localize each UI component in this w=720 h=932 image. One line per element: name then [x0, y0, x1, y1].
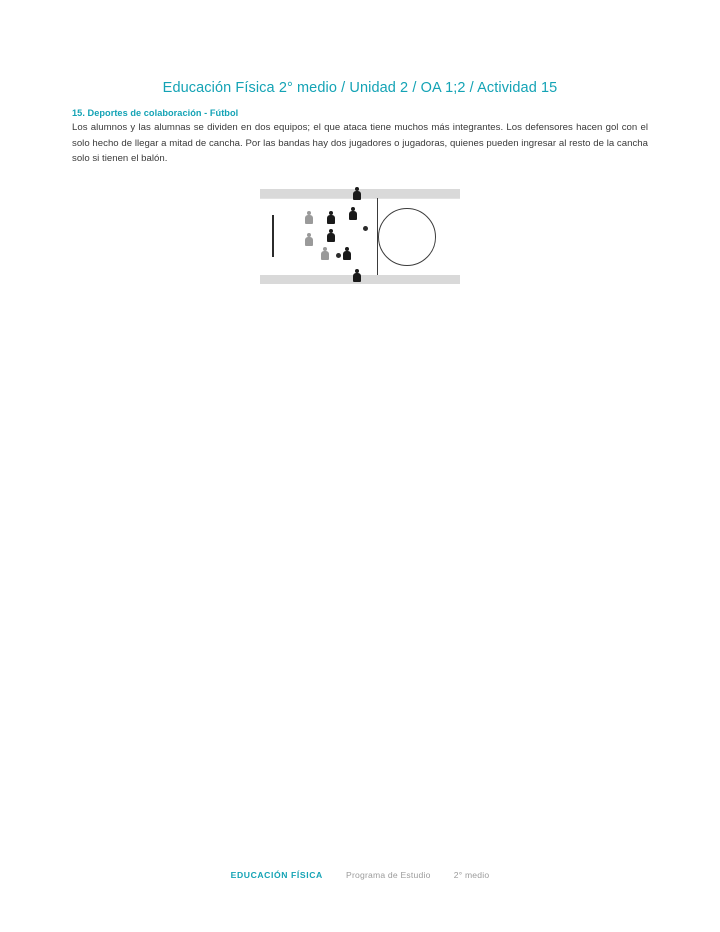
document-content	[72, 80, 648, 284]
player-marker	[352, 269, 361, 283]
ball-icon	[336, 253, 341, 258]
player-body-icon	[305, 215, 313, 224]
player-body-icon	[343, 251, 351, 260]
player-head-icon	[355, 269, 359, 273]
player-marker	[342, 247, 351, 261]
player-marker	[304, 211, 313, 225]
page-title: Educación Física 2° medio / Unidad 2 / OA 1;2 / Actividad 15	[162, 80, 558, 96]
player-marker	[326, 211, 335, 225]
player-body-icon	[349, 211, 357, 220]
player-head-icon	[355, 187, 359, 191]
player-head-icon	[323, 247, 327, 251]
player-marker	[304, 233, 313, 247]
player-marker	[326, 229, 335, 243]
activity-description: Los alumnos y las alumnas se dividen en dos equipos; el que ataca tiene muchos más integrantes. Los defensores hacen gol con el solo hecho de llegar a mitad de cancha. Por las bandas hay dos jugadores o jugadoras, quienes pueden ingresar al resto de la cancha solo si tienen el balón.	[72, 122, 648, 164]
soccer-field	[260, 189, 460, 284]
footer-brand: EDUCACIÓN FÍSICA	[230, 870, 323, 880]
field-diagram	[260, 189, 460, 284]
player-marker	[320, 247, 329, 261]
activity-subtitle: 15. Deportes de colaboración - Fútbol	[72, 108, 239, 118]
player-head-icon	[307, 233, 311, 237]
footer-level: 2° medio	[453, 870, 490, 880]
page-footer	[0, 870, 720, 880]
player-head-icon	[329, 211, 333, 215]
footer-program: Programa de Estudio	[346, 870, 431, 880]
player-body-icon	[353, 191, 361, 200]
player-body-icon	[321, 251, 329, 260]
player-head-icon	[307, 211, 311, 215]
player-marker	[352, 187, 361, 201]
player-head-icon	[329, 229, 333, 233]
player-head-icon	[351, 207, 355, 211]
player-head-icon	[345, 247, 349, 251]
player-body-icon	[353, 273, 361, 282]
player-marker	[348, 207, 357, 221]
center-circle-icon	[378, 208, 436, 266]
player-body-icon	[327, 215, 335, 224]
ball-icon	[363, 226, 368, 231]
player-body-icon	[305, 237, 313, 246]
goal-line-icon	[272, 215, 274, 257]
player-body-icon	[327, 233, 335, 242]
